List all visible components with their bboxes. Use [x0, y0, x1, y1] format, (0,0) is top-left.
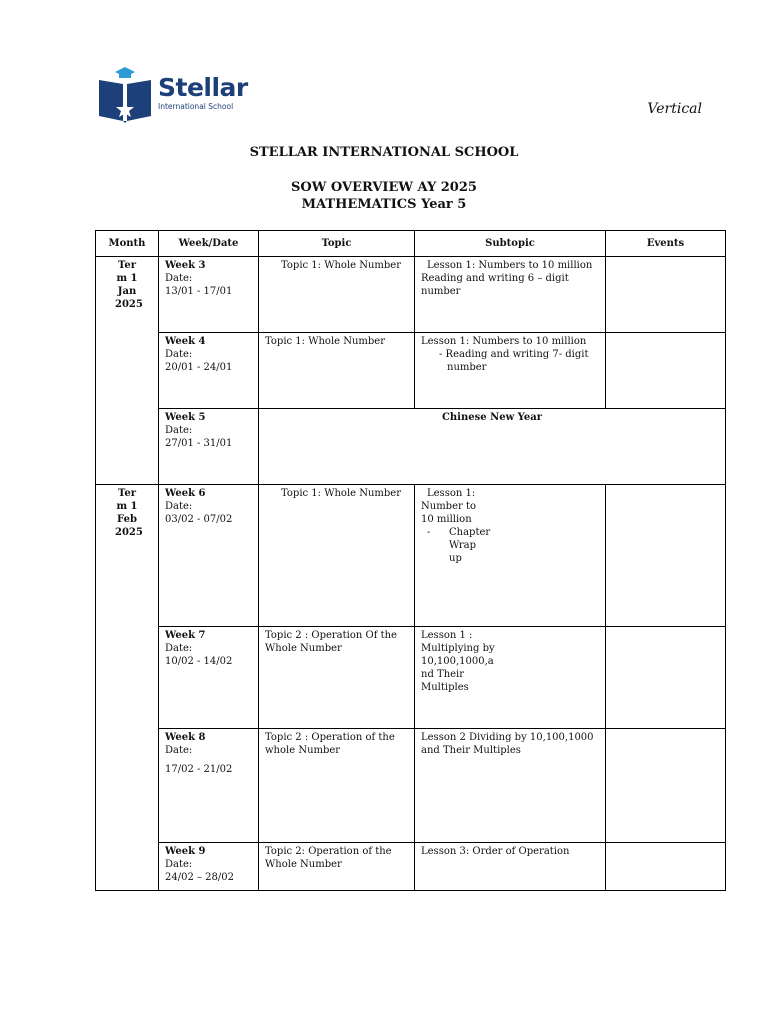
table-row [96, 729, 726, 843]
events-cell [606, 257, 726, 333]
overview-title: SOW OVERVIEW AY 2025 [291, 180, 477, 195]
week-cell [159, 257, 259, 333]
subtopic-bullet [421, 526, 599, 565]
date-range: 10/02 - 14/02 [165, 656, 233, 667]
topic-cell [259, 843, 415, 891]
subtopic-line: Wrap [449, 540, 476, 551]
week-label: Week 6 [165, 488, 206, 499]
subtopic-line: Lesson 1: Numbers to 10 million [421, 336, 587, 347]
subtopic-line: Multiplying by [421, 643, 495, 654]
subtopic-line: 10 million [421, 514, 472, 525]
subject-title: MATHEMATICS Year 5 [301, 197, 467, 212]
subtopic-line: number [447, 362, 487, 373]
date-label: Date: [165, 349, 193, 360]
table-row [96, 485, 726, 627]
col-topic-header: Topic [259, 231, 415, 257]
topic-cell [259, 627, 415, 729]
topic-text: Topic 1: Whole Number [281, 260, 402, 271]
date-label: Date: [165, 745, 193, 756]
week-cell [159, 485, 259, 627]
subtopic-line: nd Their [421, 669, 465, 680]
date-label: Date: [165, 643, 193, 654]
date-label: Date: [165, 273, 193, 284]
subtopic-line: Lesson 2 Dividing by 10,100,1000 [421, 732, 594, 743]
week-cell [159, 409, 259, 485]
topic-text: Topic 2 : Operation of the whole Number [265, 732, 395, 756]
subtopic-line: and Their Multiples [421, 745, 521, 756]
subtopic-cell [415, 729, 606, 843]
week-label: Week 4 [165, 336, 206, 347]
logo-subtitle: International School [158, 102, 234, 111]
week-cell [159, 729, 259, 843]
subtopic-cell [415, 843, 606, 891]
table-row [96, 627, 726, 729]
month-label: Ter m 1 Feb 2025 [115, 488, 143, 538]
week-cell [159, 627, 259, 729]
subtopic-line: Lesson 1: [427, 488, 476, 499]
bullet-dash: - [427, 527, 431, 538]
date-range: 13/01 - 17/01 [165, 286, 233, 297]
events-cell [606, 333, 726, 409]
date-range: 17/02 - 21/02 [165, 764, 233, 775]
week-label: Week 5 [165, 412, 206, 423]
holiday-cell [259, 409, 726, 485]
subtopic-line: Reading and writing 6 – digit [421, 273, 569, 284]
subtopic-cell [415, 257, 606, 333]
subtopic-line: number [421, 286, 461, 297]
topic-cell [259, 485, 415, 627]
month-cell-feb [96, 485, 159, 891]
week-label: Week 9 [165, 846, 206, 857]
subtopic-line: Lesson 3: Order of Operation [421, 846, 570, 857]
book-star-icon [98, 66, 152, 124]
topic-cell [259, 257, 415, 333]
date-range: 20/01 - 24/01 [165, 362, 233, 373]
subtopic-line: up [449, 553, 462, 564]
subtopic-line: - Reading and writing 7- digit [439, 349, 589, 360]
week-label: Week 7 [165, 630, 206, 641]
topic-text: Topic 1: Whole Number [281, 488, 402, 499]
week-cell [159, 333, 259, 409]
date-range: 03/02 - 07/02 [165, 514, 233, 525]
col-subtopic-header: Subtopic [415, 231, 606, 257]
events-cell [606, 843, 726, 891]
month-label: Ter m 1 Jan 2025 [115, 260, 143, 310]
col-week-header: Week/Date [159, 231, 259, 257]
table-row [96, 409, 726, 485]
table-row [96, 333, 726, 409]
week-label: Week 8 [165, 732, 206, 743]
subtopic-line: Multiples [421, 682, 469, 693]
subtopic-line: Number to [421, 501, 476, 512]
subtopic-cell [415, 333, 606, 409]
events-cell [606, 485, 726, 627]
date-label: Date: [165, 501, 193, 512]
subtopic-line: Lesson 1 : [421, 630, 473, 641]
orientation-label: Vertical [647, 101, 702, 117]
school-title: STELLAR INTERNATIONAL SCHOOL [249, 145, 519, 160]
events-cell [606, 627, 726, 729]
logo-name: Stellar [158, 73, 248, 102]
date-range: 24/02 – 28/02 [165, 872, 234, 883]
table-row [96, 843, 726, 891]
school-logo [98, 66, 248, 124]
topic-cell [259, 729, 415, 843]
sow-table [95, 230, 726, 891]
subtopic-line: Chapter [449, 527, 491, 538]
topic-text: Topic 1: Whole Number [265, 336, 386, 347]
subtopic-line: 10,100,1000,a [421, 656, 494, 667]
date-range: 27/01 - 31/01 [165, 438, 233, 449]
subtopic-cell [415, 627, 606, 729]
topic-text: Topic 2: Operation of the Whole Number [265, 846, 392, 870]
week-label: Week 3 [165, 260, 206, 271]
subtopic-line: Lesson 1: Numbers to 10 million [427, 260, 593, 271]
table-header-row [96, 231, 726, 257]
events-cell [606, 729, 726, 843]
holiday-label: Chinese New Year [441, 412, 543, 423]
month-cell-jan [96, 257, 159, 485]
subtopic-cell [415, 485, 606, 627]
topic-text: Topic 2 : Operation Of the Whole Number [265, 630, 397, 654]
week-cell [159, 843, 259, 891]
topic-cell [259, 333, 415, 409]
table-row [96, 257, 726, 333]
col-month-header: Month [96, 231, 159, 257]
col-events-header: Events [606, 231, 726, 257]
date-label: Date: [165, 859, 193, 870]
date-label: Date: [165, 425, 193, 436]
